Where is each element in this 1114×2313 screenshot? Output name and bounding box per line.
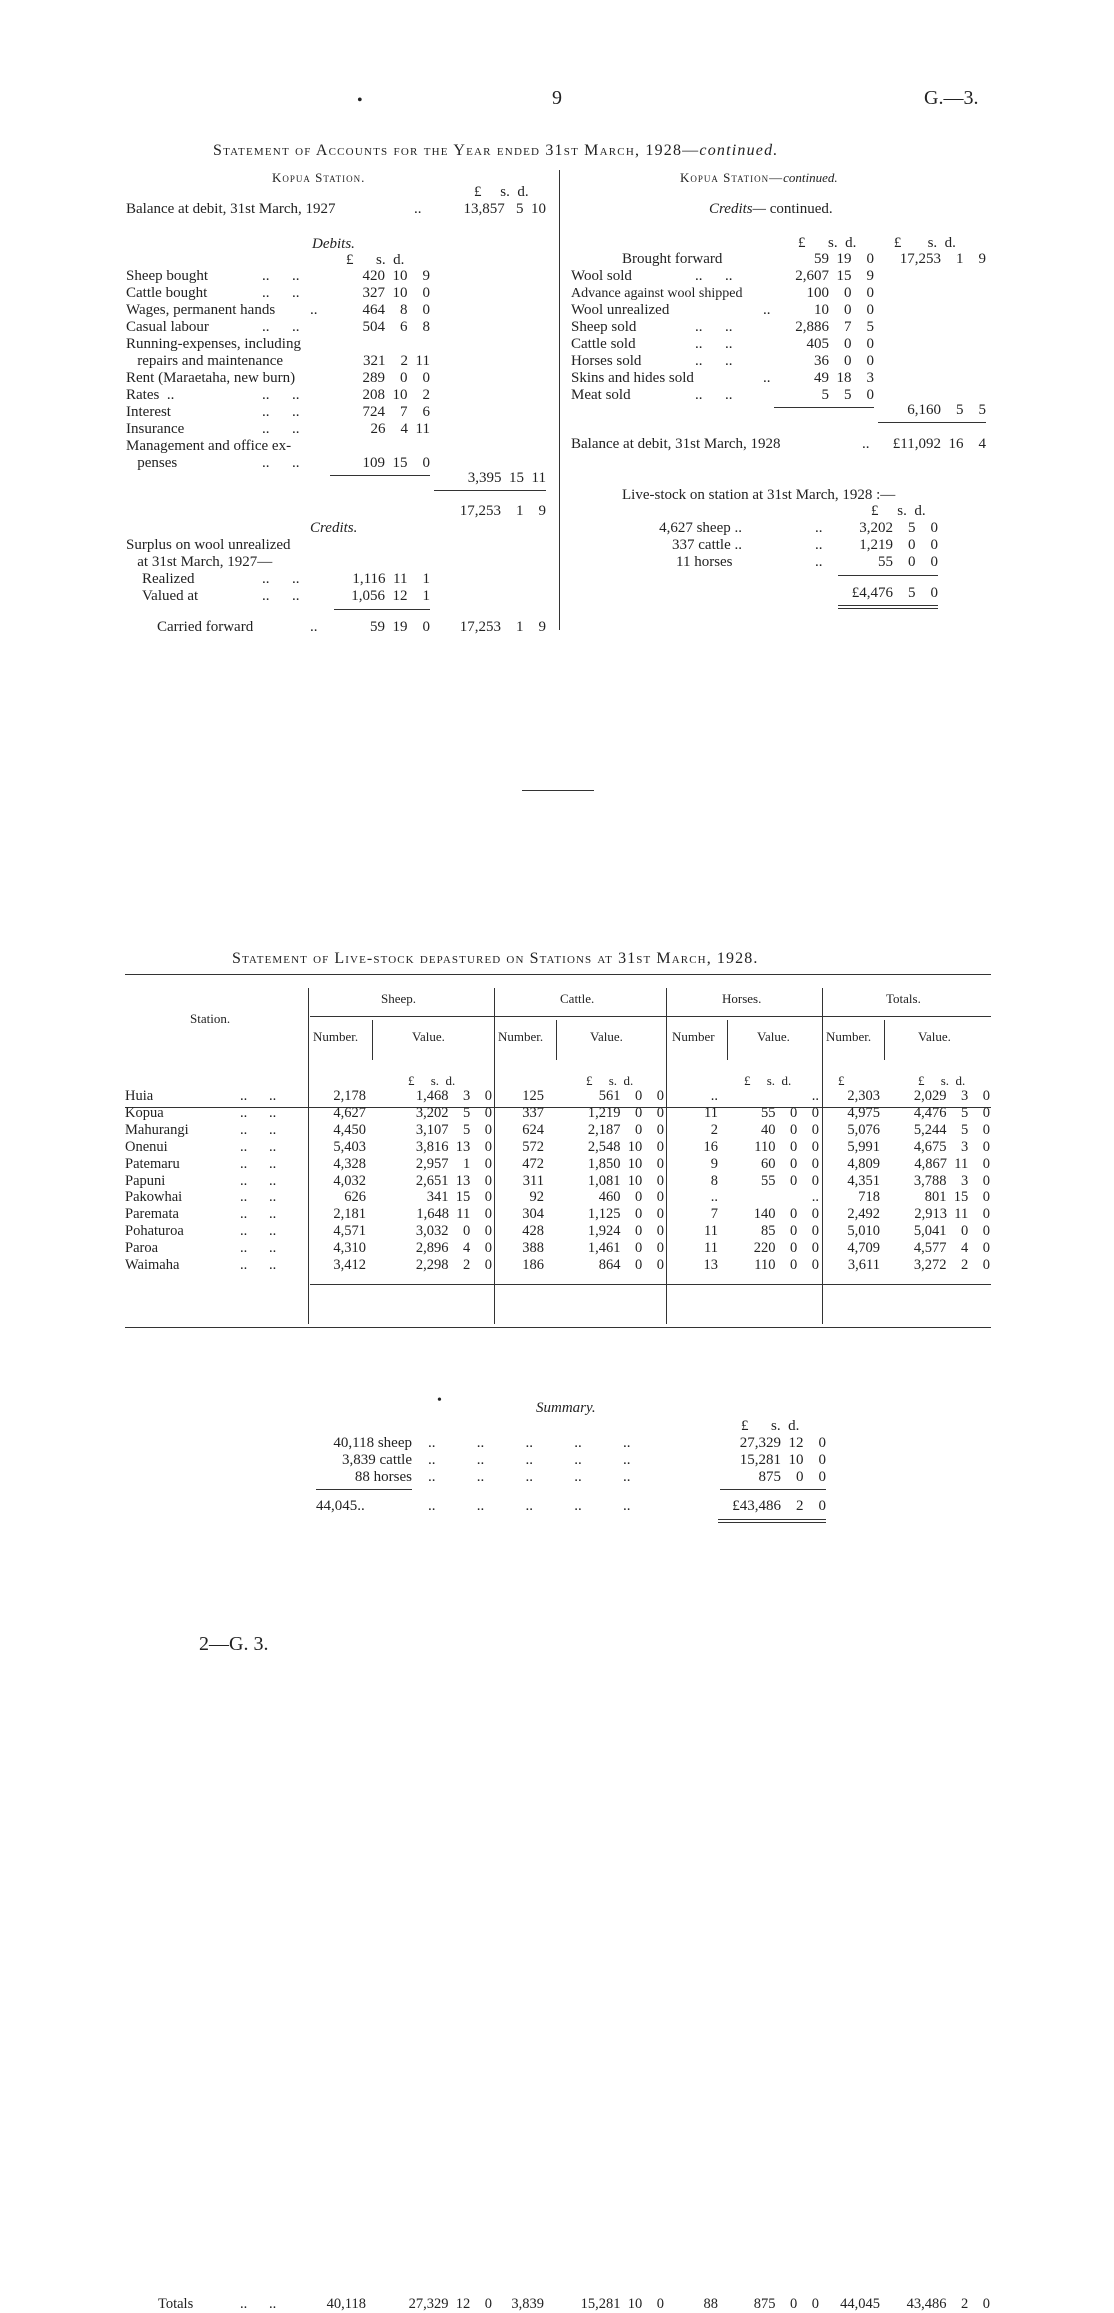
cell-hv: .. — [811, 1189, 819, 1206]
cell-cv: 1,924 0 0 — [587, 1223, 664, 1240]
cell-cv: 1,219 0 0 — [587, 1104, 664, 1121]
brought-forward-label: Brought forward — [622, 251, 723, 267]
dots: .. .. — [262, 571, 300, 587]
cell-cn: 304 — [522, 1206, 544, 1223]
cell-tn: 718 — [858, 1189, 880, 1206]
dots: .. .. — [240, 2296, 277, 2312]
cell-hn: 13 — [703, 1257, 718, 1273]
sheep-col-header: Sheep. — [381, 991, 417, 1006]
page-number: 9 — [552, 87, 562, 109]
dots: .. .. — [262, 421, 300, 437]
cell-tn: 44,045 — [840, 2296, 880, 2312]
cell-cn: 337 — [522, 1104, 544, 1121]
table-row — [0, 1240, 1114, 1257]
station-name: Kopua — [125, 1104, 164, 1121]
realized-label: Realized — [142, 571, 195, 587]
cell-hn: 9 — [710, 1155, 718, 1172]
dots: .. .. — [240, 1138, 277, 1155]
debits-lsd-header: £ s. d. — [346, 252, 405, 268]
cell-cn: 572 — [522, 1138, 544, 1155]
rule — [838, 608, 938, 609]
credit-value: 2,607 15 9 — [795, 268, 874, 284]
dots: .. .. — [240, 1155, 277, 1172]
cell-sn: 4,328 — [333, 1155, 366, 1172]
dots: .. — [815, 520, 823, 536]
dots: .. .. .. .. .. — [428, 1469, 631, 1485]
debit-label: penses — [126, 455, 178, 471]
debit-value: 420 10 9 — [362, 268, 430, 284]
lsd-header: £ s. d. £ s. d. — [798, 235, 956, 251]
livestock-label: 337 cattle .. — [672, 537, 742, 553]
cell-cn: 311 — [522, 1172, 544, 1189]
credit-value: 2,886 7 5 — [795, 319, 874, 335]
cell-tv: 2,029 3 0 — [913, 1088, 990, 1104]
table-row — [0, 1105, 1114, 1122]
continued-text: continued. — [765, 201, 833, 217]
summary-value: 15,281 10 0 — [739, 1452, 826, 1468]
column-divider — [559, 170, 560, 630]
station-name: Totals — [158, 2296, 194, 2312]
opening-balance-value: 13,857 5 10 — [463, 201, 546, 217]
lsd-subheader: £ s. d. — [586, 1073, 634, 1088]
credit-value: 405 0 0 — [806, 336, 874, 352]
dots: .. .. .. .. .. — [428, 1435, 631, 1451]
dots: .. .. — [240, 1121, 277, 1138]
summary-total-label: 44,045.. — [316, 1498, 365, 1514]
table-row — [0, 1173, 1114, 1190]
dots: .. .. — [240, 1104, 277, 1121]
debit-value: 724 7 6 — [362, 404, 430, 420]
debit-label: Cattle bought — [126, 285, 208, 301]
totals-row — [0, 2296, 1114, 2313]
cell-sn: 4,032 — [333, 1172, 366, 1189]
rule — [310, 1284, 991, 1285]
rule — [718, 1519, 826, 1520]
col-rule — [372, 1020, 373, 1060]
station-name: Paremata — [125, 1206, 179, 1223]
dots: .. .. — [695, 387, 733, 403]
credits-continued-heading — [709, 201, 833, 218]
credits-total: 6,160 5 5 — [907, 402, 986, 418]
station-name: Onenui — [125, 1138, 168, 1155]
cell-hv: .. — [811, 1088, 819, 1104]
debit-label: Wages, permanent hands — [126, 302, 276, 318]
cell-hv: 55 0 0 — [761, 1104, 819, 1121]
valued-value: 1,056 12 1 — [351, 588, 430, 604]
dots: .. — [414, 201, 422, 217]
rule — [774, 407, 874, 408]
cattle-col-header: Cattle. — [560, 991, 595, 1006]
cell-sv: 341 15 0 — [426, 1189, 492, 1206]
table-row — [0, 1206, 1114, 1223]
cell-sv: 1,648 11 0 — [416, 1206, 492, 1223]
dots: .. .. — [262, 268, 300, 284]
lsd-header: £ s. d. — [474, 184, 529, 200]
cell-sv: 3,202 5 0 — [415, 1104, 492, 1121]
brought-forward-total: 17,253 1 9 — [899, 251, 986, 267]
livestock-value: 3,202 5 0 — [859, 520, 938, 536]
valued-label: Valued at — [142, 588, 199, 604]
credit-label: Cattle sold — [571, 336, 636, 352]
cell-tn: 4,709 — [847, 1240, 880, 1257]
cell-hv: 875 0 0 — [753, 2296, 819, 2312]
debit-label: Rent (Maraetaha, new burn) — [126, 370, 296, 386]
accounts-title-main: Statement of Accounts for the Year ended 31st March, 1928— — [213, 142, 700, 159]
dots: .. .. — [240, 1189, 277, 1206]
cell-tn: 4,975 — [847, 1104, 880, 1121]
cell-hn: 11 — [704, 1223, 718, 1240]
cell-tn: 3,611 — [847, 1257, 880, 1273]
closing-balance-value: £11,092 16 4 — [892, 436, 986, 452]
continued-text: continued. — [783, 170, 838, 185]
cell-sv: 2,651 13 0 — [415, 1172, 492, 1189]
livestock-value: 55 0 0 — [878, 554, 938, 570]
dots: .. — [310, 302, 318, 318]
cell-cv: 1,850 10 0 — [587, 1155, 664, 1172]
dots: .. .. — [262, 588, 300, 604]
table-row — [0, 1223, 1114, 1240]
cell-tn: 2,492 — [847, 1206, 880, 1223]
cell-tv: 4,867 11 0 — [914, 1155, 990, 1172]
dots: .. .. — [695, 268, 733, 284]
brought-forward-value: 59 19 0 — [814, 251, 874, 267]
summary-label: 88 horses — [354, 1469, 412, 1485]
debit-value: 208 10 2 — [362, 387, 430, 403]
horses-col-header: Horses. — [722, 991, 762, 1006]
debit-value: 289 0 0 — [362, 370, 430, 386]
cell-hn: 8 — [710, 1172, 718, 1189]
credits-heading: Credits. — [310, 520, 358, 536]
table-row — [0, 1139, 1114, 1156]
livestock-heading: Live-stock on station at 31st March, 1928 :— — [622, 487, 896, 503]
cell-hv: 60 0 0 — [761, 1155, 819, 1172]
station-name: Papuni — [125, 1172, 166, 1189]
rule — [878, 422, 986, 423]
cell-tn: 5,010 — [847, 1223, 880, 1240]
cell-tn: 4,351 — [847, 1172, 880, 1189]
carried-forward-total: 17,253 1 9 — [459, 619, 546, 635]
summary-dot: • — [437, 1393, 442, 1408]
col-rule — [884, 1020, 885, 1060]
station-name: Huia — [125, 1088, 154, 1104]
station-name: Paroa — [125, 1240, 159, 1257]
cell-hv: 85 0 0 — [761, 1223, 819, 1240]
dots: .. .. — [240, 1088, 277, 1104]
opening-balance-label: Balance at debit, 31st March, 1927 — [126, 201, 336, 217]
dots: .. — [763, 302, 771, 318]
debit-label: Management and office ex- — [126, 438, 292, 454]
credit-value: 100 0 0 — [806, 285, 874, 301]
cell-tn: 2,303 — [847, 1088, 880, 1104]
debit-label: Interest — [126, 404, 171, 420]
dots: .. .. — [240, 1240, 277, 1257]
debit-value: 109 15 0 — [362, 455, 430, 471]
cell-cv: 460 0 0 — [598, 1189, 664, 1206]
lsd-subheader: £ s. d. — [408, 1073, 456, 1088]
debit-value: 26 4 11 — [370, 421, 430, 437]
cell-cn: 624 — [522, 1121, 544, 1138]
cell-sn: 5,403 — [333, 1138, 366, 1155]
cell-cv: 1,125 0 0 — [587, 1206, 664, 1223]
closing-balance-label: Balance at debit, 31st March, 1928 — [571, 436, 781, 452]
cell-sn: 4,627 — [333, 1104, 366, 1121]
rule — [125, 1327, 991, 1328]
cell-tn: 5,076 — [847, 1121, 880, 1138]
dots: .. — [310, 619, 318, 635]
credit-value: 10 0 0 — [814, 302, 874, 318]
cell-tv: 5,244 5 0 — [913, 1121, 990, 1138]
credit-value: 49 18 3 — [814, 370, 874, 386]
dots: .. .. — [262, 455, 300, 471]
debit-value: 464 8 0 — [362, 302, 430, 318]
credits-line: at 31st March, 1927— — [126, 554, 273, 570]
accounts-title — [213, 142, 778, 159]
value-subheader: Value. — [590, 1029, 623, 1044]
debits-total: 3,395 15 11 — [467, 470, 546, 486]
document-ref: G.—3. — [924, 87, 979, 109]
debit-label: Sheep bought — [126, 268, 209, 284]
cell-cn: 388 — [522, 1240, 544, 1257]
station-heading-text: Kopua Station— — [680, 170, 784, 185]
dots: .. .. — [695, 336, 733, 352]
dots: .. — [763, 370, 771, 386]
cell-tn: 4,809 — [847, 1155, 880, 1172]
cell-hn: 88 — [703, 2296, 718, 2312]
cell-hv: 140 0 0 — [753, 1206, 819, 1223]
rule — [125, 974, 991, 975]
cell-cn: 428 — [522, 1223, 544, 1240]
cell-sv: 3,107 5 0 — [415, 1121, 492, 1138]
cell-cv: 864 0 0 — [598, 1257, 664, 1273]
value-subheader: Value. — [757, 1029, 790, 1044]
station-col-header: Station. — [190, 1011, 231, 1026]
dots: .. — [862, 436, 870, 452]
footer-ref: 2—G. 3. — [199, 1633, 269, 1655]
rule — [334, 609, 430, 610]
livestock-label: 4,627 sheep .. — [659, 520, 742, 536]
credit-label: Advance against wool shipped — [571, 286, 743, 301]
rule — [316, 1489, 412, 1490]
cell-hv: 55 0 0 — [761, 1172, 819, 1189]
station-heading-continued — [680, 169, 838, 186]
cell-sv: 3,032 0 0 — [415, 1223, 492, 1240]
cell-cv: 1,081 10 0 — [587, 1172, 664, 1189]
lsd-subheader: £ — [838, 1073, 845, 1088]
carried-forward-value: 59 19 0 — [370, 619, 430, 635]
carried-forward-label: Carried forward — [157, 619, 254, 635]
cell-sn: 4,450 — [333, 1121, 366, 1138]
credit-label: Sheep sold — [571, 319, 637, 335]
dots: .. .. .. .. .. — [428, 1452, 631, 1468]
credits-heading: Credits— — [709, 201, 766, 217]
cell-sn: 2,181 — [333, 1206, 366, 1223]
dots: .. .. — [262, 285, 300, 301]
number-subheader: Number — [672, 1029, 715, 1044]
station-heading: Kopua Station. — [272, 170, 366, 185]
debit-label: Rates .. — [126, 387, 175, 403]
cell-sn: 4,571 — [333, 1223, 366, 1240]
cell-cv: 2,548 10 0 — [587, 1138, 664, 1155]
summary-value: 27,329 12 0 — [739, 1435, 826, 1451]
cell-cn: 186 — [522, 1257, 544, 1273]
rule — [838, 605, 938, 606]
credit-label: Horses sold — [571, 353, 642, 369]
cell-sn: 626 — [344, 1189, 366, 1206]
cell-hn: .. — [710, 1189, 718, 1206]
dots: .. .. — [240, 1206, 277, 1223]
col-rule — [556, 1020, 557, 1060]
debits-heading: Debits. — [312, 236, 355, 252]
cell-tv: 4,577 4 0 — [913, 1240, 990, 1257]
value-subheader: Value. — [918, 1029, 951, 1044]
section-separator — [522, 790, 594, 791]
credits-line: Surplus on wool unrealized — [126, 537, 291, 553]
dots: .. — [815, 537, 823, 553]
dots: .. .. — [240, 1223, 277, 1240]
debit-label: Running-expenses, including — [126, 336, 301, 352]
cell-sn: 4,310 — [333, 1240, 366, 1257]
debit-value: 321 2 11 — [363, 353, 430, 369]
cell-cn: 92 — [529, 1189, 544, 1206]
debit-value: 327 10 0 — [362, 285, 430, 301]
summary-title: Summary. — [536, 1400, 596, 1416]
livestock-lsd-header: £ s. d. — [871, 503, 926, 519]
station-name: Patemaru — [125, 1155, 180, 1172]
cell-hv: 110 0 0 — [754, 1257, 819, 1273]
lsd-subheader: £ s. d. — [918, 1073, 966, 1088]
table-row — [0, 1257, 1114, 1274]
dots: .. .. — [262, 319, 300, 335]
debit-label: Casual labour — [126, 319, 209, 335]
station-name: Pakowhai — [125, 1189, 183, 1206]
number-subheader: Number. — [313, 1029, 359, 1044]
cell-tv: 801 15 0 — [924, 1189, 990, 1206]
value-subheader: Value. — [412, 1029, 445, 1044]
realized-value: 1,116 11 1 — [352, 571, 430, 587]
cell-tv: 43,486 2 0 — [906, 2296, 990, 2312]
station-name: Pohaturoa — [125, 1223, 184, 1240]
number-subheader: Number. — [498, 1029, 544, 1044]
credit-value: 36 0 0 — [814, 353, 874, 369]
dots: .. .. — [262, 404, 300, 420]
summary-label: 40,118 sheep — [333, 1435, 412, 1451]
cell-hn: 2 — [710, 1121, 718, 1138]
cell-sn: 40,118 — [326, 2296, 366, 2312]
cell-hn: 11 — [704, 1240, 718, 1257]
station-name: Waimaha — [125, 1257, 180, 1273]
cell-tn: 5,991 — [847, 1138, 880, 1155]
cell-hn: 7 — [710, 1206, 718, 1223]
debit-label: Insurance — [126, 421, 185, 437]
cell-hn: .. — [710, 1088, 718, 1104]
cell-sv: 2,957 1 0 — [415, 1155, 492, 1172]
cell-hn: 11 — [704, 1104, 718, 1121]
cell-sv: 27,329 12 0 — [408, 2296, 492, 2312]
credit-label: Meat sold — [571, 387, 631, 403]
table-row — [0, 1156, 1114, 1173]
cell-sn: 3,412 — [333, 1257, 366, 1273]
livestock-table-title: Statement of Live-stock depastured on Stations at 31st March, 1928. — [232, 950, 759, 967]
dots: .. .. — [695, 353, 733, 369]
cell-tv: 4,675 3 0 — [913, 1138, 990, 1155]
number-subheader: Number. — [826, 1029, 872, 1044]
cell-cn: 125 — [522, 1088, 544, 1104]
cell-cv: 561 0 0 — [598, 1088, 664, 1104]
rule — [310, 1016, 991, 1017]
cell-hn: 16 — [703, 1138, 718, 1155]
rule — [838, 575, 938, 576]
dots: .. .. — [240, 1172, 277, 1189]
cell-cv: 15,281 10 0 — [580, 2296, 664, 2312]
summary-lsd-header: £ s. d. — [741, 1418, 800, 1434]
col-rule — [727, 1020, 728, 1060]
cell-cv: 1,461 0 0 — [587, 1240, 664, 1257]
cell-tv: 2,913 11 0 — [914, 1206, 990, 1223]
dots: .. .. — [695, 319, 733, 335]
summary-total-value: £43,486 2 0 — [732, 1498, 826, 1514]
livestock-total: £4,476 5 0 — [851, 585, 938, 601]
cell-tv: 3,272 2 0 — [913, 1257, 990, 1273]
accounts-title-continued: continued. — [699, 142, 779, 159]
debit-label: repairs and maintenance — [126, 353, 284, 369]
summary-label: 3,839 cattle — [342, 1452, 412, 1468]
rule — [434, 490, 546, 491]
totals-col-header: Totals. — [886, 991, 921, 1006]
header-dot: • — [357, 92, 363, 109]
cell-hv: 110 0 0 — [754, 1138, 819, 1155]
lsd-subheader: £ s. d. — [744, 1073, 792, 1088]
table-row — [0, 1122, 1114, 1139]
dots: .. .. — [262, 387, 300, 403]
cell-sv: 1,468 3 0 — [415, 1088, 492, 1104]
grand-total: 17,253 1 9 — [459, 503, 546, 519]
dots: .. — [815, 554, 823, 570]
cell-sv: 2,896 4 0 — [415, 1240, 492, 1257]
dots: .. .. — [240, 1257, 277, 1273]
cell-cv: 2,187 0 0 — [587, 1121, 664, 1138]
cell-hv: 40 0 0 — [761, 1121, 819, 1138]
cell-sv: 3,816 13 0 — [415, 1138, 492, 1155]
table-row — [0, 1189, 1114, 1206]
credit-value: 5 5 0 — [821, 387, 874, 403]
cell-tv: 3,788 3 0 — [913, 1172, 990, 1189]
cell-tv: 4,476 5 0 — [913, 1104, 990, 1121]
rule — [720, 1489, 826, 1490]
rule — [330, 475, 430, 476]
cell-cn: 3,839 — [511, 2296, 544, 2312]
cell-sn: 2,178 — [333, 1088, 366, 1104]
dots: .. .. .. .. .. — [428, 1498, 631, 1514]
debit-value: 504 6 8 — [362, 319, 430, 335]
cell-hv: 220 0 0 — [753, 1240, 819, 1257]
station-name: Mahurangi — [125, 1121, 189, 1138]
cell-tv: 5,041 0 0 — [913, 1223, 990, 1240]
cell-sv: 2,298 2 0 — [415, 1257, 492, 1273]
credit-label: Skins and hides sold — [571, 370, 694, 386]
rule — [718, 1522, 826, 1523]
table-row — [0, 1088, 1114, 1105]
cell-cn: 472 — [522, 1155, 544, 1172]
livestock-value: 1,219 0 0 — [859, 537, 938, 553]
livestock-label: 11 horses — [676, 554, 733, 570]
credit-label: Wool sold — [571, 268, 632, 284]
credit-label: Wool unrealized — [571, 302, 670, 318]
summary-value: 875 0 0 — [758, 1469, 826, 1485]
